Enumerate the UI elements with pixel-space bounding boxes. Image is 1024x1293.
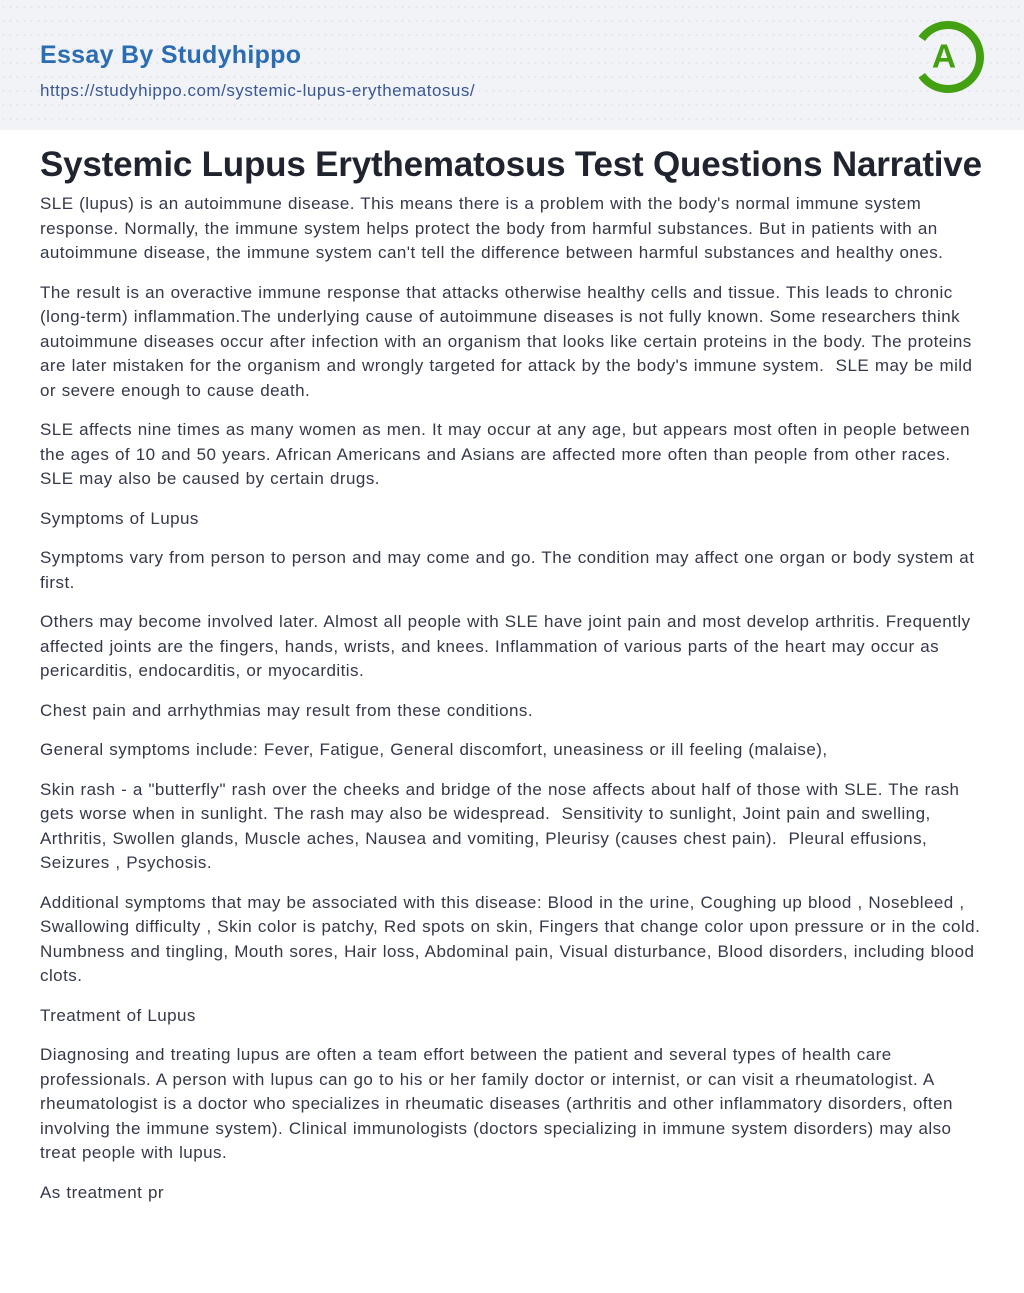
studyhippo-logo <box>908 17 988 97</box>
section-heading-symptoms: Symptoms of Lupus <box>40 508 199 528</box>
paragraph-additional-symptoms: Additional symptoms that may be associated with this disease: Blood in the urine, Coughing up blood , Nosebleed , Swallowing difficulty , Skin color is patchy, Red spots on skin, Fingers that change color upon pressure or in the cold. Numbness and tingling, Mouth sores, Hair loss, Abdominal pain, Visual disturbance, Blood disorders, including blood clots. <box>40 892 998 985</box>
page-header <box>0 0 1024 130</box>
paragraph-immune-response: The result is an overactive immune response that attacks otherwise healthy cells and tissue. This leads to chronic (long-term) inflammation.The underlying cause of autoimmune diseases is not fully known. Some researchers think autoimmune diseases occur after infection with an organism that looks like certain proteins in the body. The proteins are later mistaken for the organism and wrongly targeted for attack by the body's immune system. SLE may be mild or severe enough to cause death. <box>40 282 979 400</box>
page-title: Systemic Lupus Erythematosus Test Questions Narrative <box>40 145 982 184</box>
paragraph-truncated: As treatment pr <box>40 1182 164 1202</box>
paragraph-diagnosing: Diagnosing and treating lupus are often a team effort between the patient and several types of health care professionals. A person with lupus can go to his or her family doctor or internist, or can visit a rheumatologist. A rheumatologist is a doctor who specializes in rheumatic diseases (arthritis and other inflammatory disorders, often involving the immune system). Clinical immunologists (doctors specializing in immune system disorders) may also treat people with lupus. <box>40 1045 959 1162</box>
paragraph-intro: SLE (lupus) is an autoimmune disease. This means there is a problem with the body's normal immune system response. Normally, the immune system helps protect the body from harmful substances. But in patients with an autoimmune disease, the immune system can't tell the difference between harmful substances and healthy ones. <box>40 194 944 262</box>
header-text-block <box>40 41 988 101</box>
paragraph-symptoms-vary: Symptoms vary from person to person and may come and go. The condition may affect one organ or body system at first. <box>40 548 981 592</box>
logo-letter: A <box>931 38 957 76</box>
article <box>0 130 1024 1205</box>
paragraph-joints-heart: Others may become involved later. Almost all people with SLE have joint pain and most develop arthritis. Frequently affected joints are the fingers, hands, wrists, and knees. Inflammation of various parts of the heart may occur as pericarditis, endocarditis, or myocarditis. <box>40 612 977 680</box>
header-title: Essay By Studyhippo <box>40 41 302 69</box>
header-source-url: https://studyhippo.com/systemic-lupus-erythematosus/ <box>40 81 476 100</box>
section-heading-treatment: Treatment of Lupus <box>40 1005 196 1025</box>
paragraph-general-symptoms: General symptoms include: Fever, Fatigue, General discomfort, uneasiness or ill feeling (malaise), <box>40 740 828 759</box>
logo-ring-icon <box>908 17 988 97</box>
paragraph-demographics: SLE affects nine times as many women as men. It may occur at any age, but appears most often in people between the ages of 10 and 50 years. African Americans and Asians are affected more often than people from other races. SLE may also be caused by certain drugs. <box>40 420 976 488</box>
paragraph-chest-pain: Chest pain and arrhythmias may result from these conditions. <box>40 700 534 720</box>
paragraph-skin-rash: Skin rash - a "butterfly" rash over the cheeks and bridge of the nose affects about half of those with SLE. The rash gets worse when in sunlight. The rash may also be widespread. Sensitivity to sunlight, Joint pain and swelling, Arthritis, Swollen glands, Muscle aches, Nausea and vomiting, Pleurisy (causes chest pain). Pleural effusions, Seizures , Psychosis. <box>40 779 966 872</box>
